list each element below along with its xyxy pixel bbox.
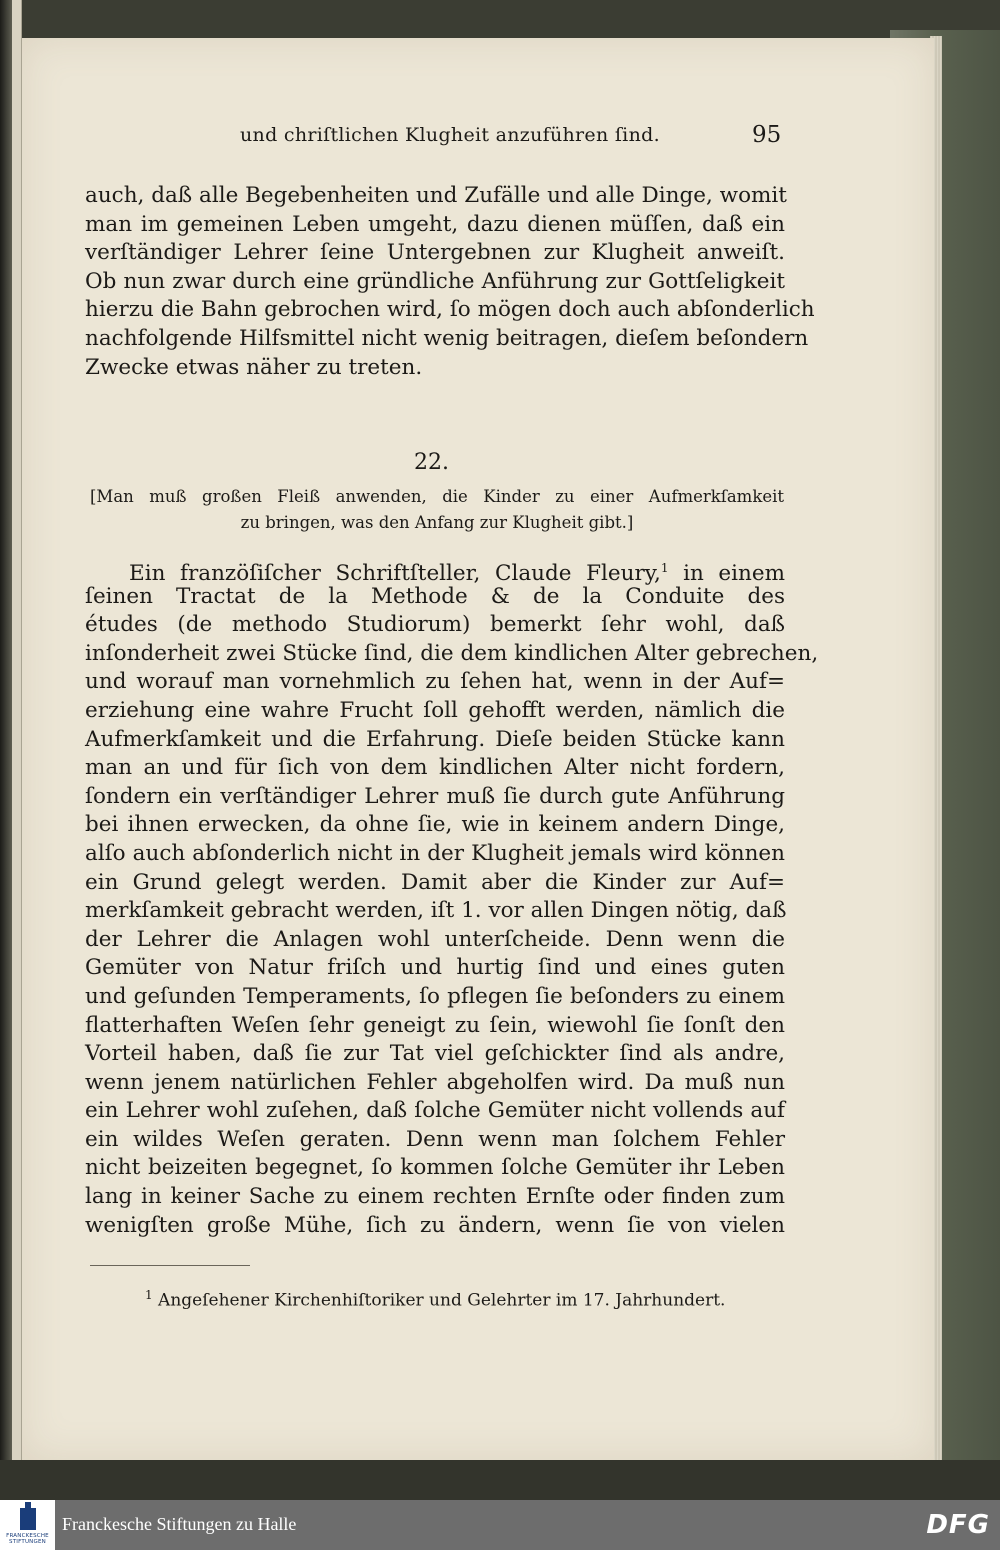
paragraph-line: und geſunden Temperaments, ſo pflegen ſie beſonders zu einem: [85, 983, 785, 1009]
paragraph-line: ſondern ein verſtändiger Lehrer muß ſie durch gute Anführung: [85, 783, 785, 809]
footnote-marker: 1: [145, 1288, 153, 1302]
paragraph-line: ein Grund gelegt werden. Damit aber die Kinder zur Auf=: [85, 869, 785, 895]
paragraph-line: ein Lehrer wohl zuſehen, daß ſolche Gemüter nicht vollends auf: [85, 1098, 785, 1124]
running-head: und chriſtlichen Klugheit anzuführen ſind.: [240, 124, 660, 146]
page-number: 95: [752, 122, 782, 148]
paragraph-line: Gemüter von Natur friſch und hurtig ſind und eines guten: [85, 955, 785, 981]
tower-icon: [20, 1508, 36, 1530]
section-note-line: [Man muß großen Fleiß anwenden, die Kinder zu einer Aufmerkſamkeit: [90, 487, 784, 506]
paragraph-line: inſonderheit zwei Stücke ſind, die dem kindlichen Alter gebrechen,: [85, 640, 819, 666]
paragraph-line: ſeinen Tractat de la Methode & de la Conduite des: [85, 583, 785, 609]
logo-text: FRANCKESCHE STIFTUNGEN: [6, 1533, 49, 1545]
footer-bar: [0, 1500, 1000, 1550]
paragraph-line: études (de methodo Studiorum) bemerkt ſehr wohl, daß: [85, 612, 785, 638]
paragraph-line: Aufmerkſamkeit und die Erfahrung. Dieſe beiden Stücke kann: [85, 726, 785, 752]
paragraph-line: der Lehrer die Anlagen wohl unterſcheide. Denn wenn die: [85, 926, 785, 952]
paragraph-line: erziehung eine wahre Frucht ſoll gehofft werden, nämlich die: [85, 697, 785, 723]
paragraph-line: hierzu die Bahn gebrochen wird, ſo mögen doch auch abſonderlich: [85, 297, 815, 323]
footnote-divider: [90, 1265, 250, 1266]
paragraph-line: auch, daß alle Begebenheiten und Zufälle und alle Dinge, womit: [85, 183, 787, 208]
paragraph-line: lang in keiner Sache zu einem rechten Ernſte oder finden zum: [85, 1184, 785, 1210]
section-summary-note: [90, 484, 784, 536]
paragraph-line: merkſamkeit gebracht werden, iſt 1. vor allen Dingen nötig, daß: [85, 898, 787, 924]
paragraph-line: wenigſten große Mühe, ſich zu ändern, wenn ſie von vielen: [85, 1212, 785, 1238]
institution-name[interactable]: Franckesche Stiftungen zu Halle: [62, 1514, 297, 1534]
first-line-start: Ein franzöſiſcher Schriftſteller, Claude Fleury,: [129, 561, 661, 587]
section-number: 22.: [414, 450, 449, 475]
paragraph-line: Ob nun zwar durch eine gründliche Anführung zur Gottſeligkeit: [85, 268, 785, 294]
paragraph-line: man im gemeinen Leben umgeht, dazu dienen müſſen, daß ein: [85, 211, 785, 237]
paragraph-line: man an und für ſich von dem kindlichen Alter nicht fordern,: [85, 755, 785, 781]
paragraph-line: Vorteil haben, daß ſie zur Tat viel geſchickter ſind als andre,: [85, 1041, 785, 1067]
paragraph-top: [85, 182, 815, 382]
paragraph-line: ein wildes Weſen geraten. Denn wenn man ſolchem Fehler: [85, 1126, 785, 1152]
footnote-reference[interactable]: 1: [660, 561, 669, 575]
paragraph-line: bei ihnen erwecken, da ohne ſie, wie in keinem andern Dinge,: [85, 812, 785, 838]
facing-page-edge: [12, 0, 22, 1500]
paragraph-line: nicht beizeiten begegnet, ſo kommen ſolche Gemüter ihr Leben: [85, 1155, 785, 1181]
paragraph-line: [85, 554, 785, 587]
paragraph-line: und worauf man vornehmlich zu ſehen hat, wenn in der Auf=: [85, 669, 785, 695]
footnote-text: Angeſehener Kirchenhiſtoriker und Gelehrter im 17. Jahrhundert.: [158, 1290, 726, 1311]
footnote: [145, 1288, 725, 1311]
paragraph-line: alſo auch abſonderlich nicht in der Klugheit jemals wird können: [85, 840, 785, 866]
paragraph-line: wenn jenem natürlichen Fehler abgeholfen wird. Da muß nun: [85, 1069, 785, 1095]
section-note-line: zu bringen, was den Anfang zur Klugheit gibt.]: [240, 513, 634, 532]
paragraph-line: Zwecke etwas näher zu treten.: [85, 354, 423, 380]
paragraph-line: verſtändiger Lehrer ſeine Untergebnen zur Klugheit anweiſt.: [85, 240, 785, 266]
paragraph-line: nachfolgende Hilfsmittel nicht wenig beitragen, dieſem beſondern: [85, 325, 809, 351]
first-line-end: in einem: [668, 561, 785, 587]
paragraph-main: [85, 554, 819, 1240]
scan-bottom-margin: [0, 1460, 1000, 1500]
institution-logo[interactable]: [0, 1500, 55, 1550]
paragraph-line: flatterhaften Weſen ſehr geneigt zu ſein, wiewohl ſie ſonſt den: [85, 1012, 785, 1038]
funder-logo[interactable]: DFG: [926, 1510, 990, 1540]
